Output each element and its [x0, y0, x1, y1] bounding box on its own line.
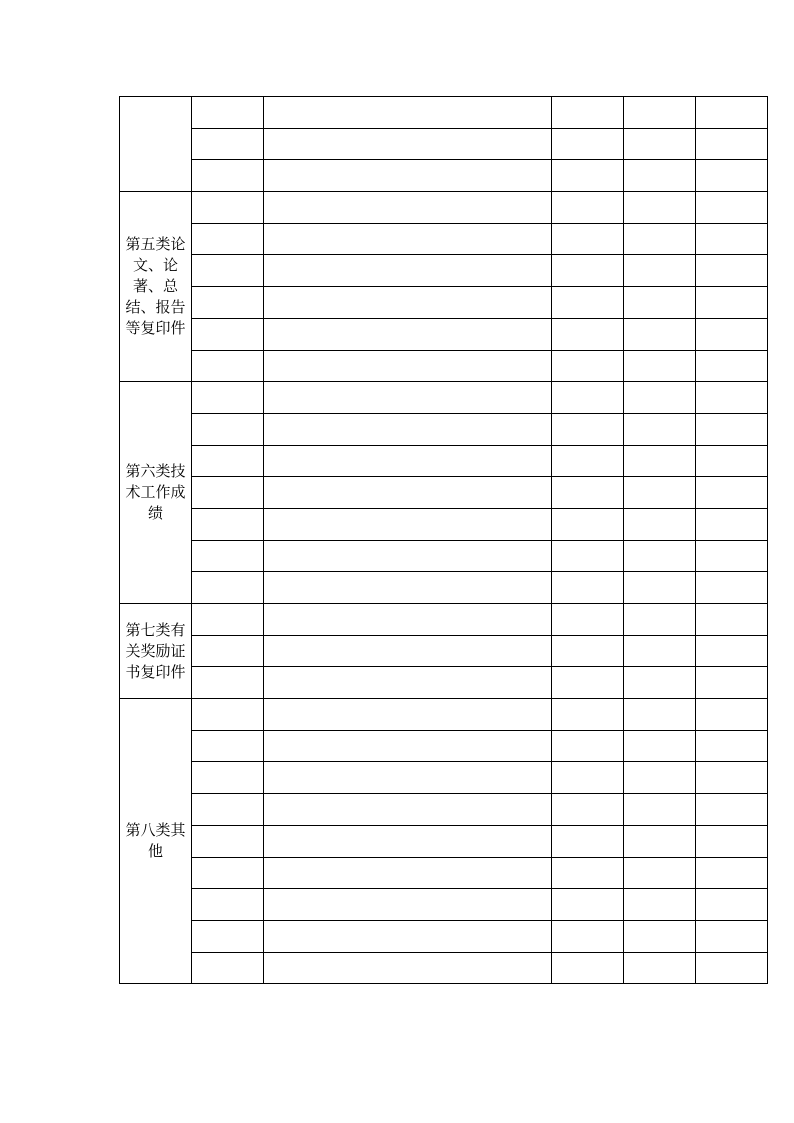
pages-cell — [624, 128, 696, 160]
materials-table — [119, 96, 768, 984]
material-name-cell — [264, 920, 552, 952]
pages-cell — [624, 794, 696, 826]
remarks-cell — [696, 160, 768, 192]
table-row — [120, 635, 768, 667]
table-row — [120, 477, 768, 509]
remarks-cell — [696, 952, 768, 984]
pages-cell — [624, 572, 696, 604]
remarks-cell — [696, 382, 768, 414]
copies-cell — [552, 255, 624, 287]
material-name-cell — [264, 730, 552, 762]
copies-cell — [552, 97, 624, 129]
pages-cell — [624, 635, 696, 667]
table-row — [120, 699, 768, 731]
seq-cell — [192, 857, 264, 889]
copies-cell — [552, 794, 624, 826]
material-name-cell — [264, 160, 552, 192]
copies-cell — [552, 192, 624, 224]
pages-cell — [624, 825, 696, 857]
material-name-cell — [264, 635, 552, 667]
material-name-cell — [264, 699, 552, 731]
pages-cell — [624, 540, 696, 572]
material-name-cell — [264, 223, 552, 255]
copies-cell — [552, 730, 624, 762]
remarks-cell — [696, 413, 768, 445]
seq-cell — [192, 223, 264, 255]
seq-cell — [192, 477, 264, 509]
pages-cell — [624, 445, 696, 477]
copies-cell — [552, 382, 624, 414]
remarks-cell — [696, 699, 768, 731]
copies-cell — [552, 920, 624, 952]
table-row — [120, 382, 768, 414]
material-name-cell — [264, 382, 552, 414]
remarks-cell — [696, 730, 768, 762]
remarks-cell — [696, 794, 768, 826]
copies-cell — [552, 699, 624, 731]
table-row — [120, 825, 768, 857]
copies-cell — [552, 762, 624, 794]
material-name-cell — [264, 445, 552, 477]
pages-cell — [624, 730, 696, 762]
remarks-cell — [696, 857, 768, 889]
seq-cell — [192, 667, 264, 699]
table-row — [120, 920, 768, 952]
remarks-cell — [696, 350, 768, 382]
pages-cell — [624, 382, 696, 414]
table-row — [120, 508, 768, 540]
copies-cell — [552, 508, 624, 540]
pages-cell — [624, 762, 696, 794]
table-row — [120, 667, 768, 699]
seq-cell — [192, 730, 264, 762]
category-label: 第六类技术工作成绩 — [125, 462, 186, 523]
material-name-cell — [264, 128, 552, 160]
category-label: 第七类有关奖励证书复印件 — [125, 620, 186, 681]
material-name-cell — [264, 318, 552, 350]
seq-cell — [192, 889, 264, 921]
seq-cell — [192, 825, 264, 857]
pages-cell — [624, 699, 696, 731]
category-cell — [120, 97, 192, 192]
table-row — [120, 413, 768, 445]
remarks-cell — [696, 97, 768, 129]
copies-cell — [552, 667, 624, 699]
remarks-cell — [696, 667, 768, 699]
seq-cell — [192, 287, 264, 319]
material-name-cell — [264, 192, 552, 224]
category-cell — [120, 192, 192, 382]
material-name-cell — [264, 857, 552, 889]
material-name-cell — [264, 255, 552, 287]
seq-cell — [192, 604, 264, 636]
pages-cell — [624, 192, 696, 224]
material-name-cell — [264, 762, 552, 794]
pages-cell — [624, 287, 696, 319]
copies-cell — [552, 477, 624, 509]
table-row — [120, 889, 768, 921]
copies-cell — [552, 223, 624, 255]
seq-cell — [192, 97, 264, 129]
category-cell — [120, 699, 192, 984]
material-name-cell — [264, 477, 552, 509]
remarks-cell — [696, 920, 768, 952]
copies-cell — [552, 318, 624, 350]
material-name-cell — [264, 350, 552, 382]
pages-cell — [624, 223, 696, 255]
material-name-cell — [264, 604, 552, 636]
remarks-cell — [696, 762, 768, 794]
remarks-cell — [696, 604, 768, 636]
material-name-cell — [264, 508, 552, 540]
category-label: 第八类其他 — [125, 821, 186, 861]
table-row — [120, 287, 768, 319]
seq-cell — [192, 699, 264, 731]
table-row — [120, 540, 768, 572]
remarks-cell — [696, 540, 768, 572]
remarks-cell — [696, 572, 768, 604]
material-name-cell — [264, 952, 552, 984]
copies-cell — [552, 952, 624, 984]
pages-cell — [624, 413, 696, 445]
copies-cell — [552, 889, 624, 921]
material-name-cell — [264, 889, 552, 921]
seq-cell — [192, 413, 264, 445]
table-row — [120, 350, 768, 382]
table-row — [120, 223, 768, 255]
remarks-cell — [696, 287, 768, 319]
copies-cell — [552, 572, 624, 604]
material-name-cell — [264, 287, 552, 319]
remarks-cell — [696, 128, 768, 160]
pages-cell — [624, 920, 696, 952]
copies-cell — [552, 604, 624, 636]
seq-cell — [192, 540, 264, 572]
table-row — [120, 952, 768, 984]
table-row — [120, 97, 768, 129]
material-name-cell — [264, 97, 552, 129]
copies-cell — [552, 825, 624, 857]
seq-cell — [192, 160, 264, 192]
pages-cell — [624, 318, 696, 350]
copies-cell — [552, 635, 624, 667]
remarks-cell — [696, 477, 768, 509]
materials-table-body — [120, 97, 768, 984]
table-row — [120, 730, 768, 762]
table-row — [120, 794, 768, 826]
remarks-cell — [696, 445, 768, 477]
material-name-cell — [264, 825, 552, 857]
copies-cell — [552, 287, 624, 319]
table-row — [120, 445, 768, 477]
pages-cell — [624, 255, 696, 287]
remarks-cell — [696, 889, 768, 921]
table-row — [120, 604, 768, 636]
pages-cell — [624, 952, 696, 984]
material-name-cell — [264, 667, 552, 699]
seq-cell — [192, 192, 264, 224]
remarks-cell — [696, 223, 768, 255]
table-row — [120, 857, 768, 889]
pages-cell — [624, 889, 696, 921]
seq-cell — [192, 635, 264, 667]
seq-cell — [192, 762, 264, 794]
table-row — [120, 318, 768, 350]
pages-cell — [624, 97, 696, 129]
seq-cell — [192, 952, 264, 984]
table-row — [120, 192, 768, 224]
table-row — [120, 572, 768, 604]
pages-cell — [624, 508, 696, 540]
material-name-cell — [264, 572, 552, 604]
remarks-cell — [696, 318, 768, 350]
remarks-cell — [696, 635, 768, 667]
seq-cell — [192, 350, 264, 382]
copies-cell — [552, 350, 624, 382]
pages-cell — [624, 160, 696, 192]
copies-cell — [552, 445, 624, 477]
category-cell — [120, 382, 192, 604]
pages-cell — [624, 667, 696, 699]
copies-cell — [552, 160, 624, 192]
remarks-cell — [696, 508, 768, 540]
seq-cell — [192, 920, 264, 952]
pages-cell — [624, 857, 696, 889]
seq-cell — [192, 318, 264, 350]
material-name-cell — [264, 540, 552, 572]
copies-cell — [552, 413, 624, 445]
seq-cell — [192, 382, 264, 414]
table-row — [120, 128, 768, 160]
seq-cell — [192, 128, 264, 160]
remarks-cell — [696, 825, 768, 857]
seq-cell — [192, 255, 264, 287]
seq-cell — [192, 794, 264, 826]
pages-cell — [624, 604, 696, 636]
category-cell — [120, 604, 192, 699]
table-row — [120, 255, 768, 287]
remarks-cell — [696, 192, 768, 224]
copies-cell — [552, 128, 624, 160]
material-name-cell — [264, 794, 552, 826]
copies-cell — [552, 540, 624, 572]
seq-cell — [192, 508, 264, 540]
table-row — [120, 762, 768, 794]
seq-cell — [192, 445, 264, 477]
pages-cell — [624, 350, 696, 382]
material-name-cell — [264, 413, 552, 445]
category-label: 第五类论文、论著、总结、报告等复印件 — [125, 235, 186, 338]
table-row — [120, 160, 768, 192]
copies-cell — [552, 857, 624, 889]
pages-cell — [624, 477, 696, 509]
remarks-cell — [696, 255, 768, 287]
seq-cell — [192, 572, 264, 604]
